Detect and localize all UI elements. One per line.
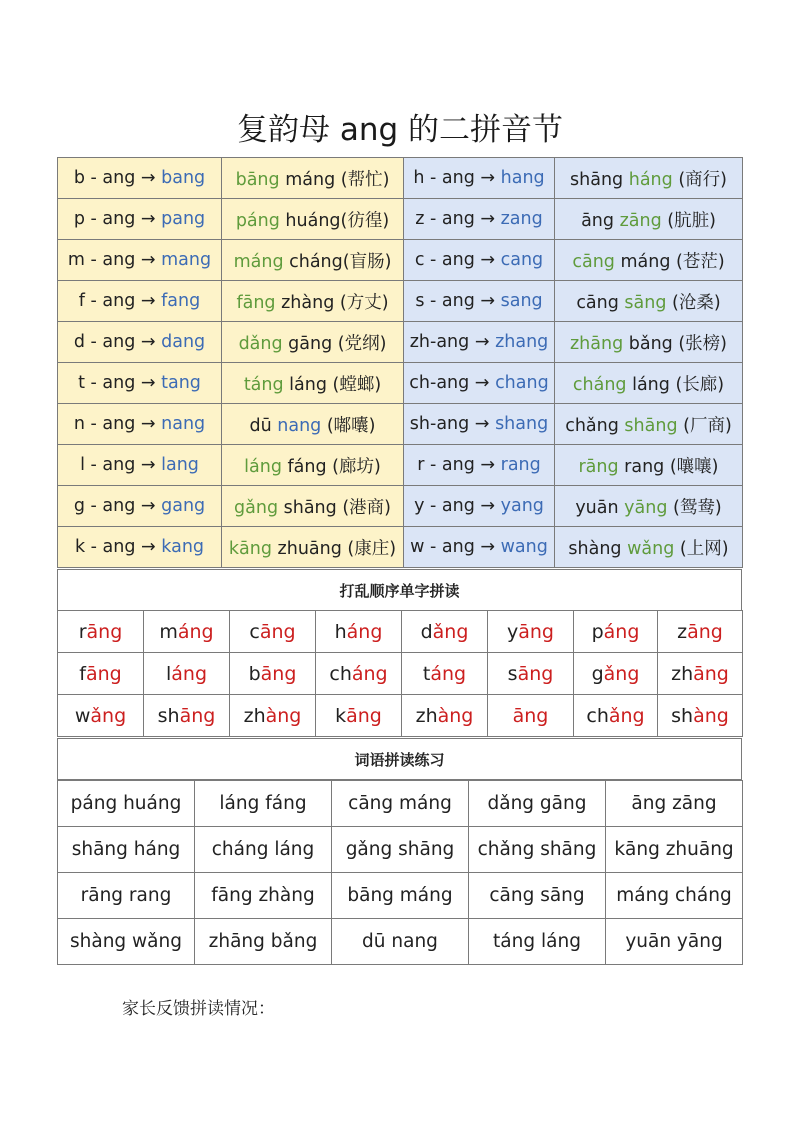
- final-with-tone: āng: [259, 620, 296, 643]
- word-rest: bǎng (张榜): [623, 333, 727, 354]
- highlight-syllable: dǎng: [238, 333, 283, 354]
- result-syllable: dang: [161, 332, 206, 352]
- word-cell: láng fáng: [195, 781, 332, 827]
- final-with-tone: áng: [346, 620, 383, 643]
- table-row: [58, 281, 743, 322]
- word-rest: láng (长廊): [626, 374, 725, 395]
- initial: ch: [586, 704, 609, 727]
- word-rest: (厂商): [677, 415, 732, 436]
- final-with-tone: āng: [179, 704, 216, 727]
- final-with-tone: àng: [437, 704, 474, 727]
- word-cell: cāng sāng: [469, 873, 606, 919]
- final-with-tone: àng: [693, 704, 729, 727]
- final-with-tone: àng: [265, 704, 302, 727]
- table-row: [58, 445, 743, 486]
- spelling-formula-cell: [58, 322, 222, 363]
- word-rest: (上网): [674, 538, 729, 559]
- final-with-tone: ǎng: [608, 704, 645, 727]
- example-word-cell: [555, 404, 743, 445]
- word-rest: láng (螳螂): [283, 374, 382, 395]
- table-row: [58, 158, 743, 199]
- spelling-formula-cell: [404, 199, 555, 240]
- highlight-syllable: nang: [277, 415, 322, 436]
- word-rest: huáng(彷徨): [279, 210, 390, 231]
- spelling-formula-cell: [58, 486, 222, 527]
- word-cell: cháng láng: [195, 827, 332, 873]
- initial: p: [591, 620, 604, 643]
- word-cell: shàng wǎng: [58, 919, 195, 965]
- word-prefix: āng: [581, 210, 620, 231]
- example-word-cell: [555, 199, 743, 240]
- final-with-tone: āng: [346, 704, 382, 727]
- table-row: [58, 240, 743, 281]
- formula-text: d - ang →: [73, 332, 156, 352]
- table-row: [58, 781, 743, 827]
- formula-text: r - ang →: [417, 455, 496, 475]
- spelling-formula-cell: [58, 527, 222, 568]
- initial: t: [422, 662, 431, 685]
- syllable-cell: [144, 611, 230, 653]
- table-row: [58, 873, 743, 919]
- spelling-formula-cell: [58, 445, 222, 486]
- final-with-tone: āng: [512, 704, 549, 727]
- initial: m: [159, 620, 178, 643]
- formula-text: zh-ang →: [409, 332, 490, 352]
- result-syllable: yang: [500, 496, 544, 516]
- initial: zh: [671, 662, 694, 685]
- formula-text: s - ang →: [415, 291, 496, 311]
- word-cell: máng cháng: [606, 873, 743, 919]
- table-row: [58, 527, 743, 568]
- example-word-cell: [555, 240, 743, 281]
- spelling-formula-cell: [58, 404, 222, 445]
- spelling-formula-cell: [404, 527, 555, 568]
- syllable-cell: [316, 695, 402, 737]
- spelling-formula-cell: [58, 240, 222, 281]
- table-row: [58, 611, 743, 653]
- word-prefix: yuān: [575, 497, 625, 518]
- word-cell: zhāng bǎng: [195, 919, 332, 965]
- result-syllable: cang: [500, 250, 544, 270]
- result-syllable: pang: [161, 209, 206, 229]
- syllable-cell: [402, 611, 488, 653]
- spelling-formula-cell: [404, 486, 555, 527]
- spelling-formula-cell: [58, 199, 222, 240]
- word-cell: shāng háng: [58, 827, 195, 873]
- table-row: [58, 695, 743, 737]
- highlight-syllable: cháng: [572, 374, 627, 395]
- highlight-syllable: rāng: [578, 456, 619, 477]
- result-syllable: gang: [161, 496, 206, 516]
- section-heading: 词语拼读练习: [58, 739, 742, 780]
- section-heading: 打乱顺序单字拼读: [58, 570, 742, 611]
- syllable-cell: [488, 695, 574, 737]
- initial: k: [335, 704, 347, 727]
- formula-text: k - ang →: [74, 537, 156, 557]
- table-row: [58, 404, 743, 445]
- initial: f: [79, 662, 86, 685]
- word-cell: āng zāng: [606, 781, 743, 827]
- final-with-tone: ǎng: [90, 704, 127, 727]
- syllable-cell: [488, 653, 574, 695]
- spelling-formula-cell: [404, 363, 555, 404]
- final-with-tone: áng: [603, 620, 640, 643]
- formula-text: l - ang →: [80, 455, 156, 475]
- result-syllable: zhang: [495, 332, 549, 352]
- word-cell: cāng máng: [332, 781, 469, 827]
- initial: zh: [243, 704, 266, 727]
- word-rest: (商行): [672, 169, 727, 190]
- section-title-words: [57, 738, 742, 780]
- syllable-cell: [574, 611, 658, 653]
- initial: w: [74, 704, 91, 727]
- syllable-cell: [58, 695, 144, 737]
- syllable-cell: [230, 611, 316, 653]
- syllable-cell: [574, 653, 658, 695]
- spelling-formula-cell: [404, 322, 555, 363]
- syllable-cell: [658, 695, 743, 737]
- syllable-cell: [574, 695, 658, 737]
- example-word-cell: [222, 281, 404, 322]
- word-rest: gāng (党纲): [282, 333, 387, 354]
- example-word-cell: [555, 363, 743, 404]
- table-row: [58, 919, 743, 965]
- formula-text: p - ang →: [73, 209, 156, 229]
- final-with-tone: āng: [517, 662, 554, 685]
- result-syllable: mang: [161, 250, 212, 270]
- word-prefix: chǎng: [565, 415, 625, 436]
- word-cell: dǎng gāng: [469, 781, 606, 827]
- final-with-tone: āng: [86, 620, 123, 643]
- syllable-cell: [316, 653, 402, 695]
- example-word-cell: [555, 527, 743, 568]
- final-with-tone: áng: [430, 662, 467, 685]
- result-syllable: shang: [495, 414, 549, 434]
- word-rest: (嘟囔): [321, 415, 376, 436]
- final-with-tone: áng: [351, 662, 388, 685]
- initial: ch: [329, 662, 352, 685]
- example-word-cell: [222, 240, 404, 281]
- initial: c: [249, 620, 260, 643]
- final-with-tone: áng: [177, 620, 214, 643]
- highlight-syllable: sāng: [624, 292, 667, 313]
- spelling-formula-cell: [404, 404, 555, 445]
- formula-text: h - ang →: [413, 168, 496, 188]
- spelling-formula-cell: [404, 240, 555, 281]
- result-syllable: rang: [500, 455, 541, 475]
- initial: z: [677, 620, 688, 643]
- word-cell: bāng máng: [332, 873, 469, 919]
- table-row: [58, 199, 743, 240]
- formula-text: n - ang →: [73, 414, 156, 434]
- example-word-cell: [555, 281, 743, 322]
- word-prefix: shàng: [568, 538, 628, 559]
- final-with-tone: āng: [518, 620, 554, 643]
- example-word-cell: [555, 322, 743, 363]
- result-syllable: hang: [500, 168, 545, 188]
- spelling-formula-cell: [58, 281, 222, 322]
- final-with-tone: ǎng: [603, 662, 640, 685]
- syllable-cell: [316, 611, 402, 653]
- highlight-syllable: fāng: [236, 292, 276, 313]
- initial: h: [334, 620, 347, 643]
- word-cell: kāng zhuāng: [606, 827, 743, 873]
- initial: sh: [157, 704, 180, 727]
- syllable-cell: [230, 695, 316, 737]
- highlight-syllable: zāng: [619, 210, 662, 231]
- final-with-tone: āng: [687, 620, 723, 643]
- formula-text: w - ang →: [410, 537, 496, 557]
- word-prefix: cāng: [576, 292, 625, 313]
- initial: sh: [671, 704, 694, 727]
- table-row: [58, 486, 743, 527]
- example-word-cell: [222, 527, 404, 568]
- example-word-cell: [222, 322, 404, 363]
- table-row: [58, 653, 743, 695]
- result-syllable: sang: [500, 291, 543, 311]
- highlight-syllable: táng: [243, 374, 284, 395]
- highlight-syllable: gǎng: [234, 497, 279, 518]
- word-cell: táng láng: [469, 919, 606, 965]
- spelling-formula-cell: [404, 158, 555, 199]
- highlight-syllable: cāng: [572, 251, 615, 272]
- word-rest: máng (苍茫): [614, 251, 725, 272]
- result-syllable: kang: [161, 537, 205, 557]
- final-with-tone: āng: [260, 662, 297, 685]
- example-word-cell: [222, 404, 404, 445]
- word-rest: fáng (廊坊): [281, 456, 381, 477]
- formula-text: ch-ang →: [409, 373, 490, 393]
- spelling-formula-cell: [58, 158, 222, 199]
- formula-text: f - ang →: [78, 291, 156, 311]
- highlight-syllable: zhāng: [569, 333, 624, 354]
- syllable-cell: [144, 653, 230, 695]
- initial: g: [591, 662, 604, 685]
- single-syllable-table: [57, 610, 743, 737]
- syllable-cell: [58, 653, 144, 695]
- word-rest: zhàng (方丈): [275, 292, 389, 313]
- example-word-cell: [555, 445, 743, 486]
- syllable-cell: [58, 611, 144, 653]
- word-cell: dū nang: [332, 919, 469, 965]
- final-with-tone: áng: [171, 662, 208, 685]
- final-with-tone: āng: [693, 662, 729, 685]
- result-syllable: nang: [161, 414, 206, 434]
- word-cell: gǎng shāng: [332, 827, 469, 873]
- syllable-cell: [402, 695, 488, 737]
- word-rest: cháng(盲肠): [283, 251, 392, 272]
- example-word-cell: [222, 445, 404, 486]
- initial: y: [507, 620, 519, 643]
- result-syllable: bang: [161, 168, 206, 188]
- example-word-cell: [222, 158, 404, 199]
- table-row: [58, 827, 743, 873]
- initial: d: [420, 620, 433, 643]
- syllable-cell: [488, 611, 574, 653]
- word-rest: (沧桑): [666, 292, 721, 313]
- formula-text: b - ang →: [73, 168, 156, 188]
- spelling-formula-cell: [404, 445, 555, 486]
- word-cell: fāng zhàng: [195, 873, 332, 919]
- highlight-syllable: kāng: [228, 538, 272, 559]
- highlight-syllable: bāng: [235, 169, 280, 190]
- result-syllable: zang: [500, 209, 543, 229]
- syllable-cell: [230, 653, 316, 695]
- formula-text: m - ang →: [67, 250, 156, 270]
- highlight-syllable: háng: [628, 169, 673, 190]
- highlight-syllable: wǎng: [627, 538, 675, 559]
- word-cell: rāng rang: [58, 873, 195, 919]
- formula-text: g - ang →: [73, 496, 156, 516]
- example-word-cell: [222, 199, 404, 240]
- formula-text: sh-ang →: [409, 414, 490, 434]
- formula-text: z - ang →: [415, 209, 496, 229]
- formula-text: y - ang →: [414, 496, 496, 516]
- word-cell: páng huáng: [58, 781, 195, 827]
- word-prefix: dū: [249, 415, 278, 436]
- result-syllable: wang: [500, 537, 548, 557]
- table-row: [58, 363, 743, 404]
- final-with-tone: ǎng: [432, 620, 469, 643]
- spelling-formula-cell: [58, 363, 222, 404]
- highlight-syllable: máng: [233, 251, 284, 272]
- result-syllable: chang: [495, 373, 549, 393]
- formula-text: t - ang →: [78, 373, 156, 393]
- word-prefix: shāng: [570, 169, 629, 190]
- syllable-cell: [144, 695, 230, 737]
- word-rest: (鸳鸯): [667, 497, 722, 518]
- word-rest: (肮脏): [661, 210, 716, 231]
- highlight-syllable: yāng: [624, 497, 668, 518]
- word-rest: máng (帮忙): [279, 169, 390, 190]
- section-title-single: [57, 569, 742, 611]
- page-title: 复韵母 ang 的二拼音节: [236, 112, 564, 148]
- initial: r: [78, 620, 87, 643]
- final-with-tone: āng: [85, 662, 122, 685]
- result-syllable: tang: [161, 373, 201, 393]
- highlight-syllable: shāng: [624, 415, 678, 436]
- word-rest: shāng (港商): [278, 497, 391, 518]
- initial: zh: [415, 704, 438, 727]
- initial: s: [507, 662, 518, 685]
- example-word-cell: [222, 363, 404, 404]
- result-syllable: lang: [161, 455, 199, 475]
- word-cell: yuān yāng: [606, 919, 743, 965]
- table-row: [58, 322, 743, 363]
- syllable-cell: [658, 611, 743, 653]
- example-word-cell: [222, 486, 404, 527]
- spelling-formula-cell: [404, 281, 555, 322]
- highlight-syllable: láng: [244, 456, 282, 477]
- word-rest: zhuāng (康庄): [271, 538, 397, 559]
- word-rest: rang (嚷嚷): [618, 456, 719, 477]
- syllable-table: [57, 157, 743, 568]
- initial: b: [248, 662, 261, 685]
- parent-feedback-label: 家长反馈拼读情况：: [122, 999, 275, 1019]
- example-word-cell: [555, 486, 743, 527]
- highlight-syllable: páng: [235, 210, 280, 231]
- example-word-cell: [555, 158, 743, 199]
- syllable-cell: [402, 653, 488, 695]
- word-practice-table: [57, 780, 743, 965]
- syllable-cell: [658, 653, 743, 695]
- word-cell: chǎng shāng: [469, 827, 606, 873]
- initial: l: [165, 662, 172, 685]
- formula-text: c - ang →: [414, 250, 496, 270]
- result-syllable: fang: [161, 291, 201, 311]
